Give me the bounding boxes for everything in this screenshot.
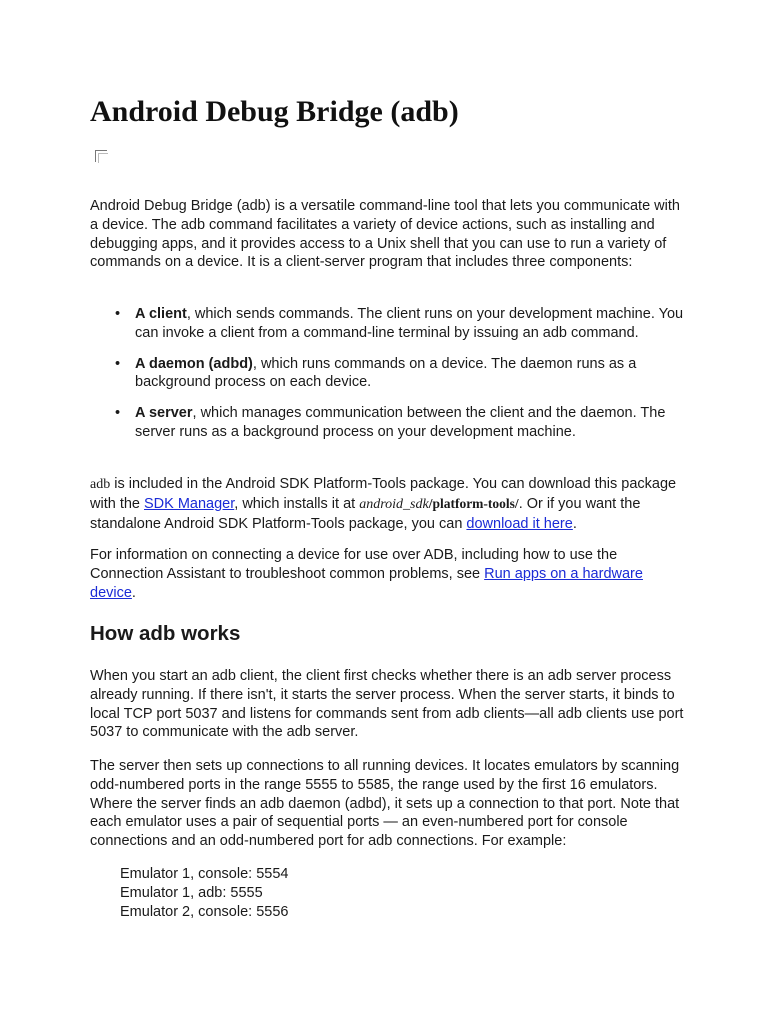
component-name: A daemon (adbd) [135, 355, 253, 372]
download-link[interactable]: download it here [466, 515, 573, 532]
section-heading: How adb works [90, 622, 241, 645]
list-item: Emulator 1, adb: 5555 [120, 884, 263, 901]
sdk-path: android_sdk [359, 496, 429, 512]
bullet-icon: • [115, 355, 121, 372]
start-paragraph: When you start an adb client, the client first checks whether there is an adb server process already running. If there isn't, it starts the server process. When the server starts, it binds to local TCP port 5037 and listens for commands sent from adb clients—all adb clients use port 5037 to communicate with the adb server. [90, 668, 684, 741]
list-item: Emulator 2, console: 5556 [120, 903, 289, 920]
platform-tools-path: /platform-tools/ [428, 495, 519, 511]
bullet-icon: • [115, 306, 121, 322]
adb-package-paragraph: adb is included in the Android SDK Platform-Tools package. You can download this package with the SDK Manager, which installs it at android_sdk/platform-tools/. Or if you want the standalone Android SDK Platform-Tools package, you can download it here. [90, 476, 677, 532]
run-apps-link[interactable]: Run apps on a hardware device [90, 565, 643, 601]
components-list [90, 305, 690, 454]
page-title: Android Debug Bridge (adb) [90, 95, 459, 128]
server-paragraph: The server then sets up connections to all running devices. It locates emulators by scanning odd-numbered ports in the range 5555 to 5585, the range used by the first 16 emulators. Where the server finds an adb daemon (adbd), it sets up a connection to that port. Note that each emulator uses a pair of sequential ports — an even-numbered port for console connections and an odd-numbered port for adb connections. For example: [90, 758, 680, 850]
emulator-list [120, 865, 288, 921]
list-item-daemon [90, 355, 690, 393]
component-name: A server [135, 405, 193, 422]
adb-code: adb [90, 477, 111, 492]
component-name: A client [135, 306, 187, 322]
bullet-icon: • [115, 405, 121, 422]
intro-paragraph: Android Debug Bridge (adb) is a versatile command-line tool that lets you communicate with a device. The adb command facilitates a variety of device actions, such as installing and debugging apps, and it provides access to a Unix shell that you can use to run a variety of commands on a device. It is a client-server program that includes three components: [90, 198, 680, 271]
component-text: , which runs commands on a device. The daemon runs as a background process on each device. [135, 355, 637, 391]
list-item-client [90, 305, 690, 343]
list-item-server [90, 404, 690, 442]
broken-image-icon [95, 150, 107, 162]
sdk-manager-link[interactable]: SDK Manager [144, 495, 235, 512]
connection-info-paragraph: For information on connecting a device for use over ADB, including how to use the Connection Assistant to troubleshoot common problems, see Run apps on a hardware device. [90, 547, 643, 601]
list-item: Emulator 1, console: 5554 [120, 866, 289, 882]
component-text: , which sends commands. The client runs on your development machine. You can invoke a client from a command-line terminal by issuing an adb command. [135, 306, 684, 341]
component-text: , which manages communication between the client and the daemon. The server runs as a background process on your development machine. [135, 405, 666, 440]
